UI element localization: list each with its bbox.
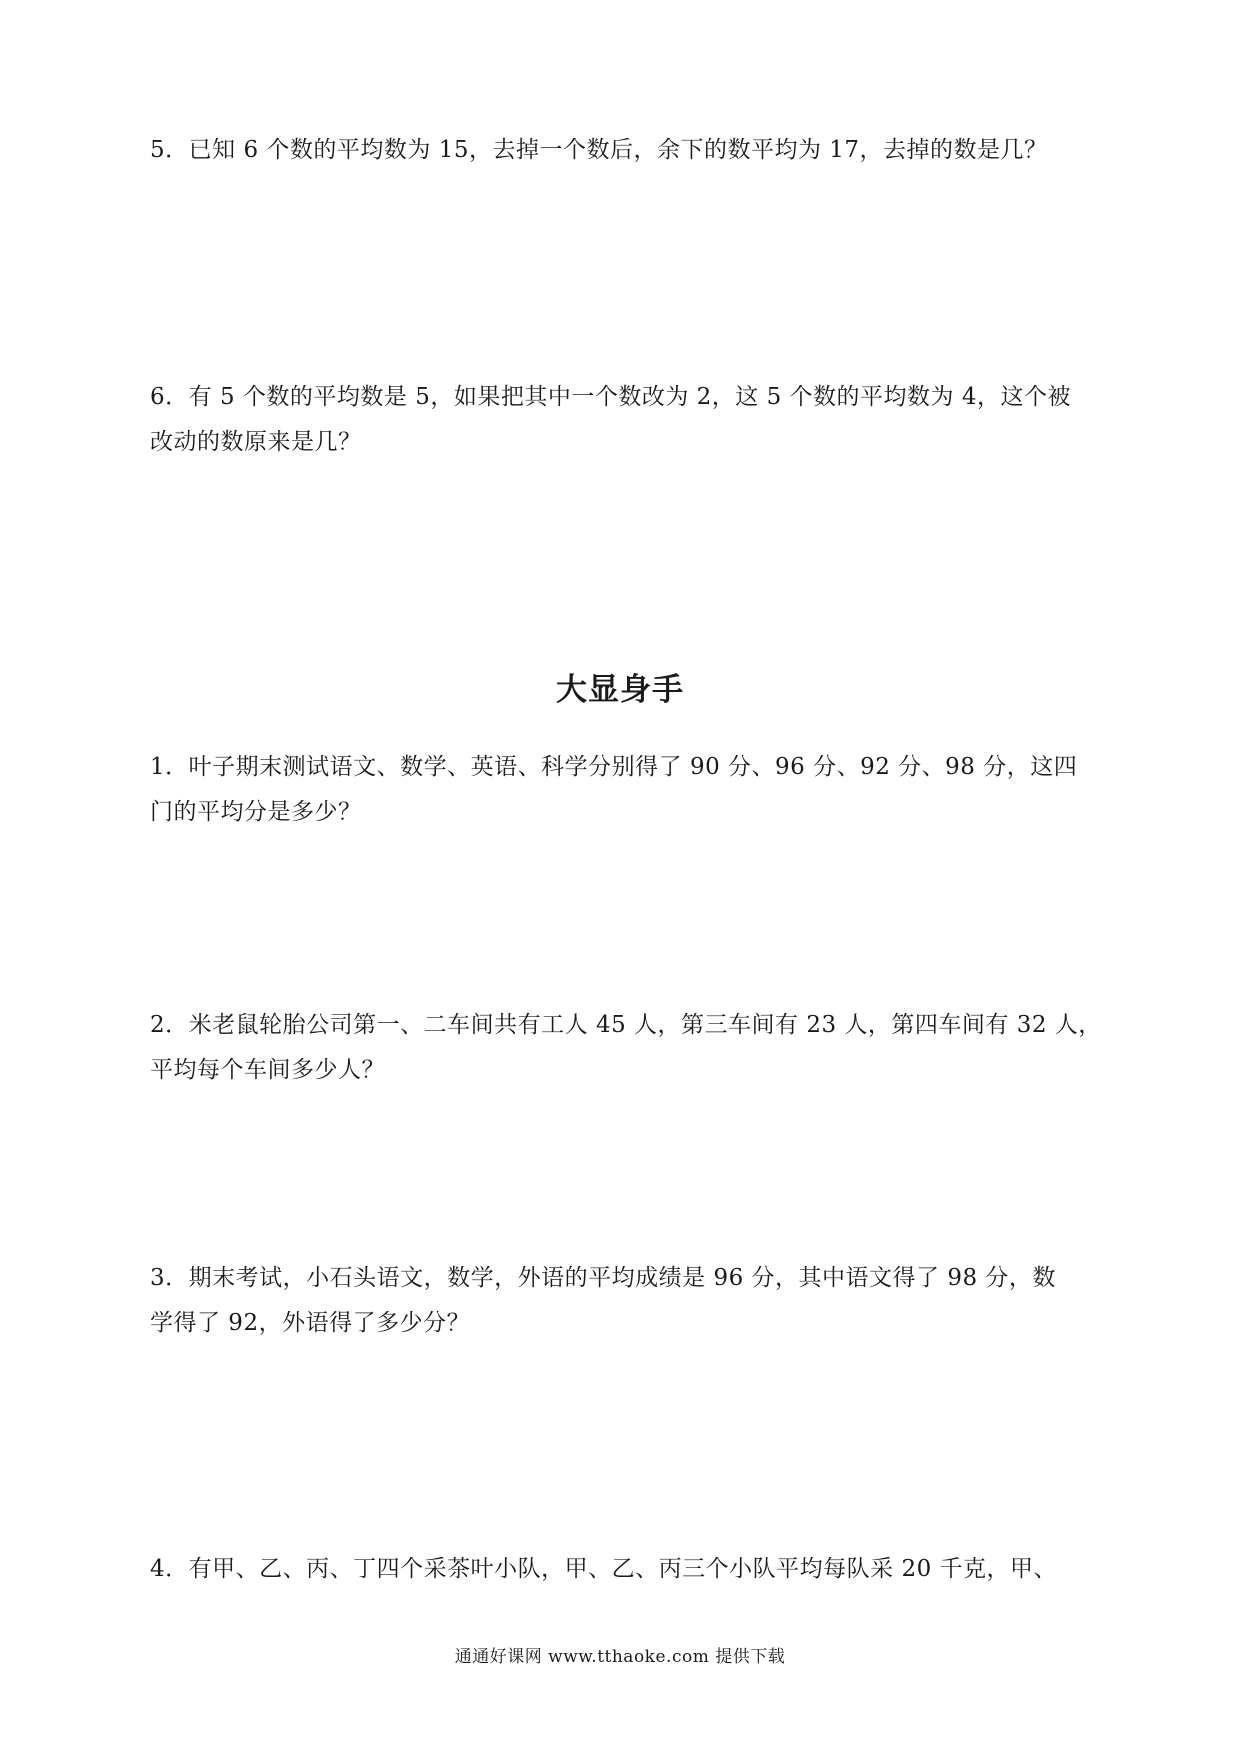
section-question-1-line-2: 门的平均分是多少？ <box>150 799 362 825</box>
footer-text: 通通好课网 www.tthaoke.com 提供下载 <box>454 1647 786 1667</box>
question-5-line-1: 5．已知 6 个数的平均数为 15，去掉一个数后，余下的数平均为 17，去掉的数是几？ <box>150 137 1048 163</box>
section-question-1 <box>150 745 1100 835</box>
question-6-line-1: 6．有 5 个数的平均数是 5，如果把其中一个数改为 2，这 5 个数的平均数为 4，这个被 <box>150 384 1071 410</box>
section-question-1-line-1: 1．叶子期末测试语文、数学、英语、科学分别得了 90 分、96 分、92 分、98 分，这四 <box>150 754 1078 780</box>
question-5 <box>150 128 1100 173</box>
section-question-4-line-1: 4．有甲、乙、丙、丁四个采茶叶小队，甲、乙、丙三个小队平均每队采 20 千克，甲、 <box>150 1556 1058 1582</box>
section-question-3-line-2: 学得了 92，外语得了多少分？ <box>150 1310 471 1336</box>
question-6-line-2: 改动的数原来是几？ <box>150 429 362 455</box>
section-question-2 <box>150 1003 1100 1093</box>
section-question-4 <box>150 1547 1100 1592</box>
section-question-2-line-1: 2．米老鼠轮胎公司第一、二车间共有工人 45 人，第三车间有 23 人，第四车间有 32 人， <box>150 1012 1102 1038</box>
section-question-3 <box>150 1256 1100 1346</box>
section-title: 大显身手 <box>556 672 684 708</box>
section-question-3-line-1: 3．期末考试，小石头语文，数学，外语的平均成绩是 96 分，其中语文得了 98 分，数 <box>150 1265 1056 1291</box>
section-question-2-line-2: 平均每个车间多少人？ <box>150 1057 385 1083</box>
question-6 <box>150 375 1100 465</box>
